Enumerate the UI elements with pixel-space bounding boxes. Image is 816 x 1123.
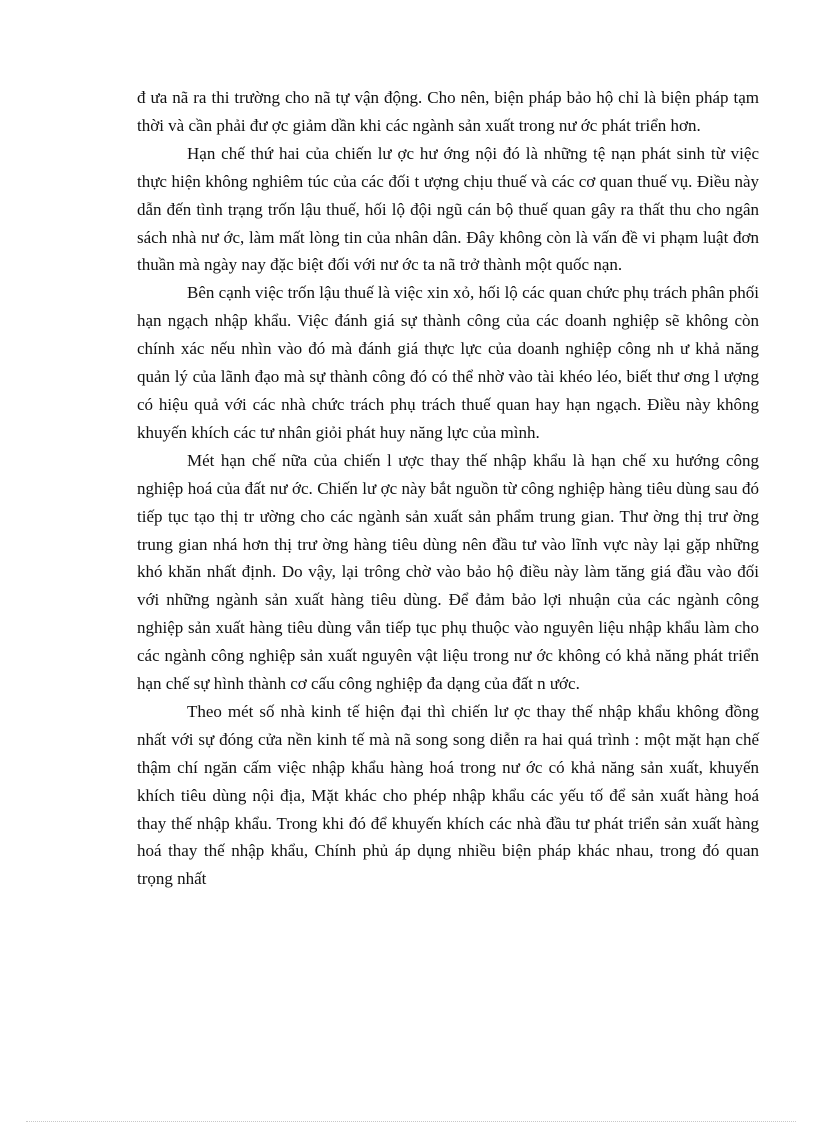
paragraph-5: Theo mét số nhà kinh tế hiện đại thì chiến lư ợc thay thế nhập khẩu không đồng nhất với sự đóng cửa nền kinh tế mà nã song song diễn ra hai quá trình : một mặt hạn chế thậm chí ngăn cấm việc nhập khẩu hàng hoá trong nư ớc có khả năng sản xuất, khuyến khích tiêu dùng nội địa, Mặt khác cho phép nhập khẩu các yếu tố để sản xuất hàng hoá thay thế nhập khẩu. Trong khi đó để khuyến khích các nhà đầu tư phát triển sản xuất hàng hoá thay thế nhập khẩu, Chính phủ áp dụng nhiều biện pháp khác nhau, trong đó quan trọng nhất	[137, 701, 759, 889]
paragraph-3: Bên cạnh việc trốn lậu thuế là việc xin xỏ, hối lộ các quan chức phụ trách phân phối hạn ngạch nhập khẩu. Việc đánh giá sự thành công của các doanh nghiệp sẽ không còn chính xác nếu nhìn vào đó mà đánh giá thực lực của doanh nghiệp công nh ư khả năng quản lý của lãnh đạo mà sự thành công đó có thể nhờ vào tài khéo léo, biết thư ơng l ượng có hiệu quả với các nhà chức trách phụ trách thuế quan hay hạn ngạch. Điều này không khuyến khích các tư nhân giỏi phát huy năng lực của mình.	[137, 283, 759, 442]
page-bottom-divider	[26, 1121, 796, 1122]
document-body	[137, 84, 759, 893]
paragraph-2: Hạn chế thứ hai của chiến lư ợc hư ớng nội đó là những tệ nạn phát sinh từ việc thực hiện không nghiêm túc của các đối t ượng chịu thuế và các cơ quan thuế vụ. Điều này dẫn đến tình trạng trốn lậu thuế, hối lộ đội ngũ cán bộ thuế quan gây ra thất thu cho ngân sách nhà nư ớc, làm mất lòng tin của nhân dân. Đây không còn là vấn đề vi phạm luật đơn thuần mà ngày nay đặc biệt đối với nư ớc ta nã trở thành một quốc nạn.	[137, 143, 759, 275]
paragraph-1: đ ưa nã ra thi trường cho nã tự vận động. Cho nên, biện pháp bảo hộ chỉ là biện pháp tạm thời và cần phải đư ợc giảm dần khi các ngành sản xuất trong nư ớc phát triển hơn.	[137, 88, 759, 135]
paragraph-4: Mét hạn chế nữa của chiến l ược thay thế nhập khẩu là hạn chế xu hướng công nghiệp hoá của đất nư ớc. Chiến lư ợc này bắt nguồn từ công nghiệp hàng tiêu dùng sau đó tiếp tục tạo thị tr ường cho các ngành sản xuất sản phẩm trung gian. Thư ờng thị trư ờng trung gian nhá hơn thị trư ờng hàng tiêu dùng nên đầu tư vào lĩnh vực này lại gặp những khó khăn nhất định. Do vậy, lại trông chờ vào bảo hộ điều này làm tăng giá đầu vào đối với những ngành sản xuất hàng tiêu dùng. Để đảm bảo lợi nhuận của các ngành công nghiệp sản xuất hàng tiêu dùng vẫn tiếp tục phụ thuộc vào nguyên liệu nhập khẩu làm cho các ngành công nghiệp sản xuất nguyên vật liệu trong nư ớc không có khả năng phát triển hạn chế sự hình thành cơ cấu công nghiệp đa dạng của đất n ước.	[137, 450, 759, 694]
